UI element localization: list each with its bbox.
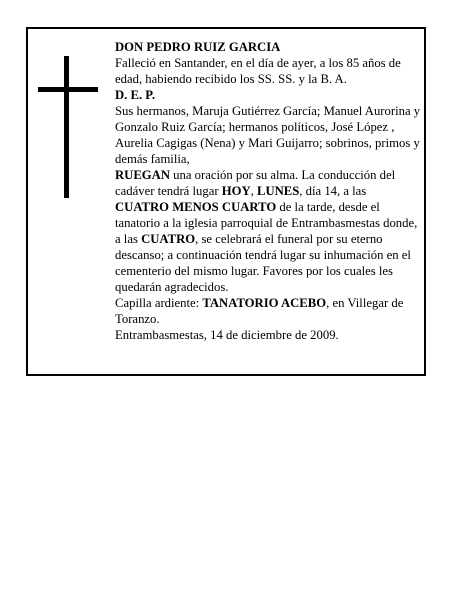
day-text: , día 14, a las — [299, 184, 367, 198]
dep-label: D. E. P. — [115, 88, 156, 102]
deceased-name: DON PEDRO RUIZ GARCIA — [115, 40, 281, 54]
family-paragraph: Sus hermanos, Maruja Gutiérrez García; Manuel Aurorina y Gonzalo Ruiz García; hermanos políticos, José López , Aurelia Cagigas (Nena) y Mari Guijarro; sobrinos, primos y demás familia, — [115, 104, 421, 166]
time-label: CUATRO MENOS CUARTO — [115, 200, 277, 214]
cross-vertical-bar — [64, 56, 69, 198]
capilla-paragraph — [115, 295, 421, 327]
tarde-text: de la tarde, desde el tanatorio a la iglesia parroquial de Entrambasmestas donde, a las — [115, 200, 418, 246]
comma-text: , — [250, 184, 257, 198]
cross-icon — [38, 56, 98, 198]
intro-paragraph: Falleció en Santander, en el día de ayer, a los 85 años de edad, habiendo recibido los SS. SS. y la B. A. — [115, 56, 401, 86]
obituary-notice — [26, 27, 426, 376]
cross-horizontal-bar — [38, 87, 98, 92]
date-line: Entrambasmestas, 14 de diciembre de 2009. — [115, 328, 339, 342]
ceremony-paragraph — [115, 167, 421, 295]
ruegan-label: RUEGAN — [115, 168, 170, 182]
location-text: , en Villegar de Toranzo. — [115, 296, 404, 326]
funeral-time-label: CUATRO — [141, 232, 196, 246]
capilla-label: Capilla ardiente: — [115, 296, 203, 310]
lunes-label: LUNES — [256, 184, 300, 198]
ruegan-text: una oración por su alma. La conducción del cadáver tendrá lugar — [115, 168, 396, 198]
funeral-text: , se celebrará el funeral por su eterno descanso; a continuación tendrá lugar su inhumación en el cementerio del mismo lugar. Favores por los cuales les quedarán agradecidos. — [115, 232, 411, 294]
hoy-label: HOY — [221, 184, 251, 198]
notice-text — [115, 39, 421, 343]
tanatorio-name: TANATORIO ACEBO — [202, 296, 327, 310]
